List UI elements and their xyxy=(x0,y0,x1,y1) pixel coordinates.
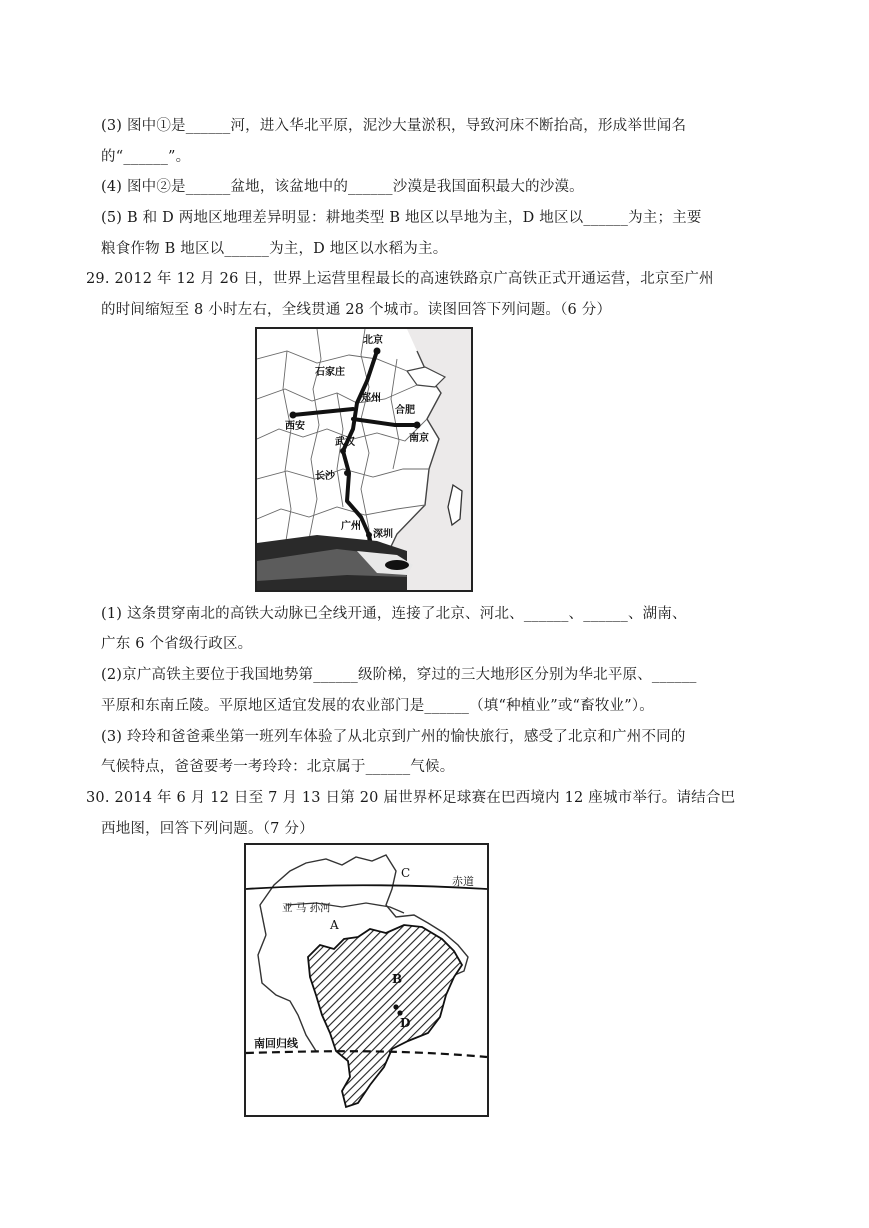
label-amazon: 亚 马 孙河 xyxy=(282,902,331,914)
label-d: D xyxy=(400,1016,411,1030)
label-xian: 西安 xyxy=(285,421,305,432)
label-a: A xyxy=(330,918,339,932)
label-zhengzhou: 郑州 xyxy=(361,393,381,404)
q29-sub3-line1: (3) 玲玲和爸爸乘坐第一班列车体验了从北京到广州的愉快旅行，感受了北京和广州不同的 xyxy=(101,729,686,745)
label-shijiazhuang: 石家庄 xyxy=(315,367,345,378)
q29-sub2-line2: 平原和东南丘陵。平原地区适宜发展的农业部门是______（填“种植业”或“畜牧业”）。 xyxy=(101,698,654,714)
label-guangzhou: 广州 xyxy=(341,521,361,532)
label-equator: 赤道 xyxy=(452,875,474,888)
q28-sub4: (4) 图中②是______盆地，该盆地中的______沙漠是我国面积最大的沙漠。 xyxy=(101,179,584,195)
q30-stem-line2: 西地图，回答下列问题。（7 分） xyxy=(101,821,314,837)
q29-sub2-line1: (2)京广高铁主要位于我国地势第______级阶梯，穿过的三大地形区分别为华北平原、______ xyxy=(101,667,697,683)
label-beijing: 北京 xyxy=(363,335,383,346)
q29-stem-line1: 29. 2012 年 12 月 26 日，世界上运营里程最长的高速铁路京广高铁正式开通运营，北京至广州 xyxy=(86,271,714,287)
brazil-map-figure xyxy=(244,843,489,1117)
label-nanjing: 南京 xyxy=(409,433,429,444)
q28-sub5-line2: 粮食作物 B 地区以______为主，D 地区以水稻为主。 xyxy=(101,241,448,257)
label-tropic: 南回归线 xyxy=(254,1037,298,1050)
q29-sub1-line2: 广东 6 个省级行政区。 xyxy=(101,636,253,652)
label-c: C xyxy=(401,866,411,880)
rail-map xyxy=(257,329,471,590)
q28-sub5-line1: (5) B 和 D 两地区地理差异明显：耕地类型 B 地区以旱地为主，D 地区以______为主；主要 xyxy=(101,210,702,226)
label-wuhan: 武汉 xyxy=(335,437,355,448)
label-b: B xyxy=(392,972,403,986)
label-shenzhen: 深圳 xyxy=(373,529,393,540)
brazil-map xyxy=(246,845,487,1115)
label-changsha: 长沙 xyxy=(315,471,335,482)
label-hefei: 合肥 xyxy=(395,405,415,416)
q30-stem-line1: 30. 2014 年 6 月 12 日至 7 月 13 日第 20 届世界杯足球赛在巴西境内 12 座城市举行。请结合巴 xyxy=(86,790,736,806)
rail-map-figure xyxy=(255,327,473,592)
point-d xyxy=(397,1010,402,1015)
point-b xyxy=(393,1004,398,1009)
q29-sub3-line2: 气候特点，爸爸要考一考玲玲：北京属于______气候。 xyxy=(101,759,455,775)
q28-sub3-line2: 的“______”。 xyxy=(101,149,191,165)
q28-sub3-line1: (3) 图中①是______河，进入华北平原，泥沙大量淤积，导致河床不断抬高，形成举世闻名 xyxy=(101,118,687,134)
q29-stem-line2: 的时间缩短至 8 小时左右，全线贯通 28 个城市。读图回答下列问题。（6 分） xyxy=(101,302,612,318)
q29-sub1-line1: (1) 这条贯穿南北的高铁大动脉已全线开通，连接了北京、河北、______、______、湖南、 xyxy=(101,606,687,622)
